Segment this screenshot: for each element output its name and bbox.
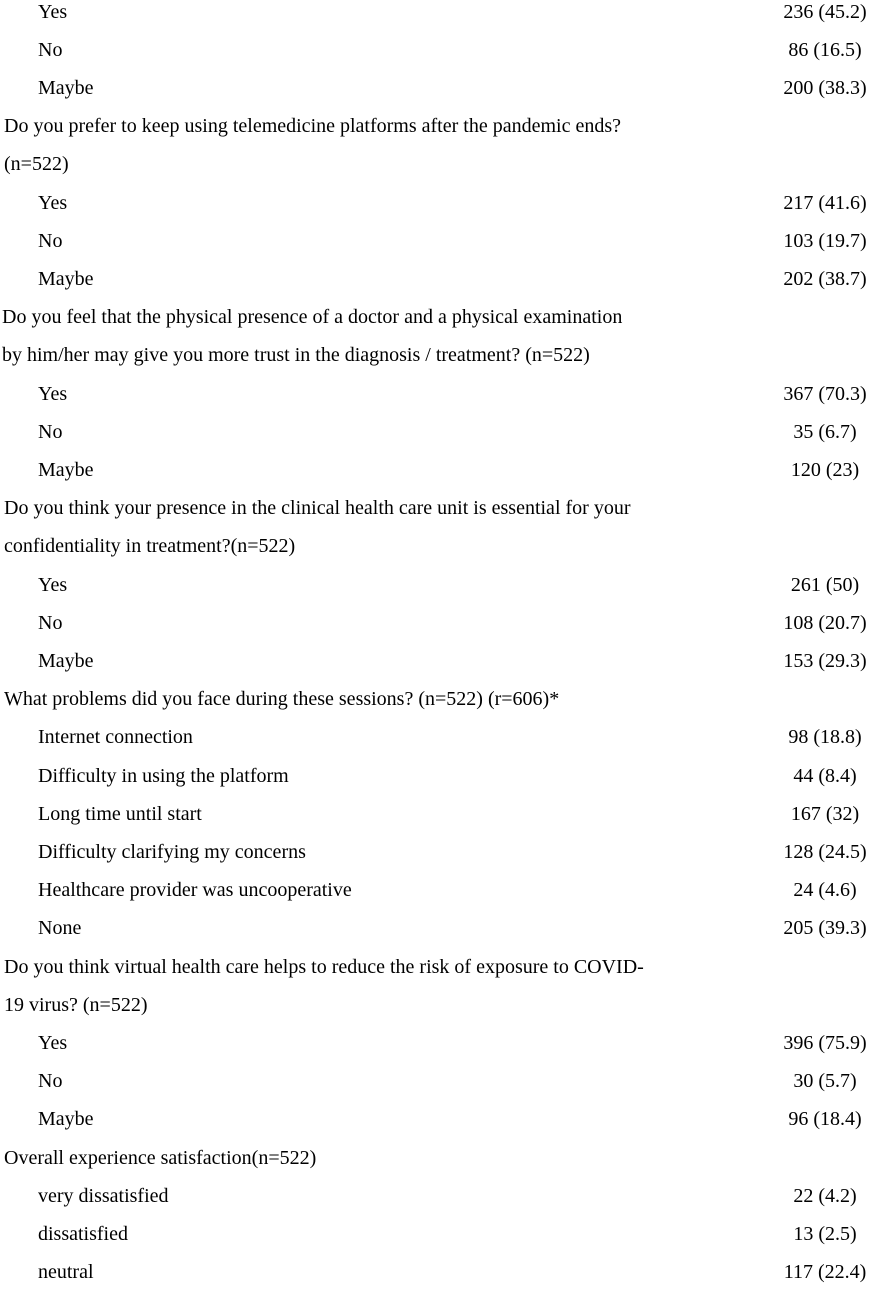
table-row — [0, 642, 875, 680]
option-count-percent: 153 (29.3) — [783, 649, 867, 672]
option-count-percent: 96 (18.4) — [788, 1108, 862, 1131]
table-row — [0, 757, 875, 795]
table-row — [0, 833, 875, 871]
table-row — [0, 1254, 875, 1292]
option-label: very dissatisfied — [38, 1184, 169, 1207]
question-text: confidentiality in treatment?(n=522) — [4, 535, 296, 558]
option-count-percent: 13 (2.5) — [793, 1222, 857, 1245]
option-label: Maybe — [38, 458, 94, 481]
option-label: None — [38, 917, 82, 940]
question-text: Do you think virtual health care helps to reduce the risk of exposure to COVID- — [4, 955, 644, 978]
option-count-percent: 367 (70.3) — [783, 382, 867, 405]
table-row — [0, 604, 875, 642]
table-row — [0, 260, 875, 298]
option-label: No — [38, 229, 63, 252]
option-label: Difficulty clarifying my concerns — [38, 840, 306, 863]
table-row — [0, 222, 875, 260]
option-count-percent: 108 (20.7) — [783, 611, 867, 634]
option-label: Healthcare provider was uncooperative — [38, 879, 352, 902]
option-label: Yes — [38, 0, 68, 23]
option-label: No — [38, 420, 63, 443]
table-row — [0, 1101, 875, 1139]
option-count-percent: 86 (16.5) — [788, 38, 862, 61]
table-row — [0, 1215, 875, 1253]
option-label: Maybe — [38, 1108, 94, 1131]
option-count-percent: 167 (32) — [790, 802, 860, 825]
option-count-percent: 217 (41.6) — [783, 191, 867, 214]
option-count-percent: 120 (23) — [790, 458, 860, 481]
option-label: Internet connection — [38, 726, 193, 749]
option-label: Maybe — [38, 76, 94, 99]
table-row — [0, 1177, 875, 1215]
option-label: neutral — [38, 1261, 94, 1284]
option-count-percent: 44 (8.4) — [793, 764, 857, 787]
option-count-percent: 202 (38.7) — [783, 267, 867, 290]
option-label: dissatisfied — [38, 1222, 128, 1245]
option-count-percent: 22 (4.2) — [793, 1184, 857, 1207]
option-label: No — [38, 1070, 63, 1093]
question-text: What problems did you face during these sessions? (n=522) (r=606)* — [4, 688, 560, 711]
table-row — [0, 1063, 875, 1101]
option-label: Maybe — [38, 649, 94, 672]
option-count-percent: 261 (50) — [790, 573, 860, 596]
option-label: Maybe — [38, 267, 94, 290]
table-row — [0, 910, 875, 948]
question-text: Do you prefer to keep using telemedicine platforms after the pandemic ends? — [4, 115, 621, 138]
option-count-percent: 24 (4.6) — [793, 879, 857, 902]
option-count-percent: 30 (5.7) — [793, 1070, 857, 1093]
option-label: Long time until start — [38, 802, 202, 825]
option-count-percent: 236 (45.2) — [783, 0, 867, 23]
option-count-percent: 98 (18.8) — [788, 726, 862, 749]
table-row — [0, 795, 875, 833]
question-text: by him/her may give you more trust in the diagnosis / treatment? (n=522) — [2, 344, 590, 367]
table-row — [0, 719, 875, 757]
option-label: Difficulty in using the platform — [38, 764, 289, 787]
table-row — [0, 1024, 875, 1062]
table-row — [0, 375, 875, 413]
option-label: Yes — [38, 191, 68, 214]
table-row — [0, 872, 875, 910]
question-text: 19 virus? (n=522) — [4, 993, 148, 1016]
option-label: Yes — [38, 573, 68, 596]
question-text: Do you think your presence in the clinical health care unit is essential for your — [4, 497, 631, 520]
option-count-percent: 396 (75.9) — [783, 1031, 867, 1054]
option-count-percent: 205 (39.3) — [783, 917, 867, 940]
table-row — [0, 184, 875, 222]
option-count-percent: 128 (24.5) — [783, 840, 867, 863]
question-text: Do you feel that the physical presence of a doctor and a physical examination — [2, 306, 623, 329]
table-row — [0, 69, 875, 107]
option-label: Yes — [38, 1031, 68, 1054]
option-count-percent: 117 (22.4) — [783, 1261, 867, 1284]
option-count-percent: 200 (38.3) — [783, 76, 867, 99]
table-row — [0, 566, 875, 604]
table-row — [0, 413, 875, 451]
table-row — [0, 451, 875, 489]
option-label: No — [38, 611, 63, 634]
table-row — [0, 0, 875, 31]
question-text: (n=522) — [4, 153, 69, 176]
option-label: Yes — [38, 382, 68, 405]
option-count-percent: 35 (6.7) — [793, 420, 857, 443]
option-count-percent: 103 (19.7) — [783, 229, 867, 252]
option-label: No — [38, 38, 63, 61]
question-text: Overall experience satisfaction(n=522) — [4, 1146, 317, 1169]
table-row — [0, 31, 875, 69]
